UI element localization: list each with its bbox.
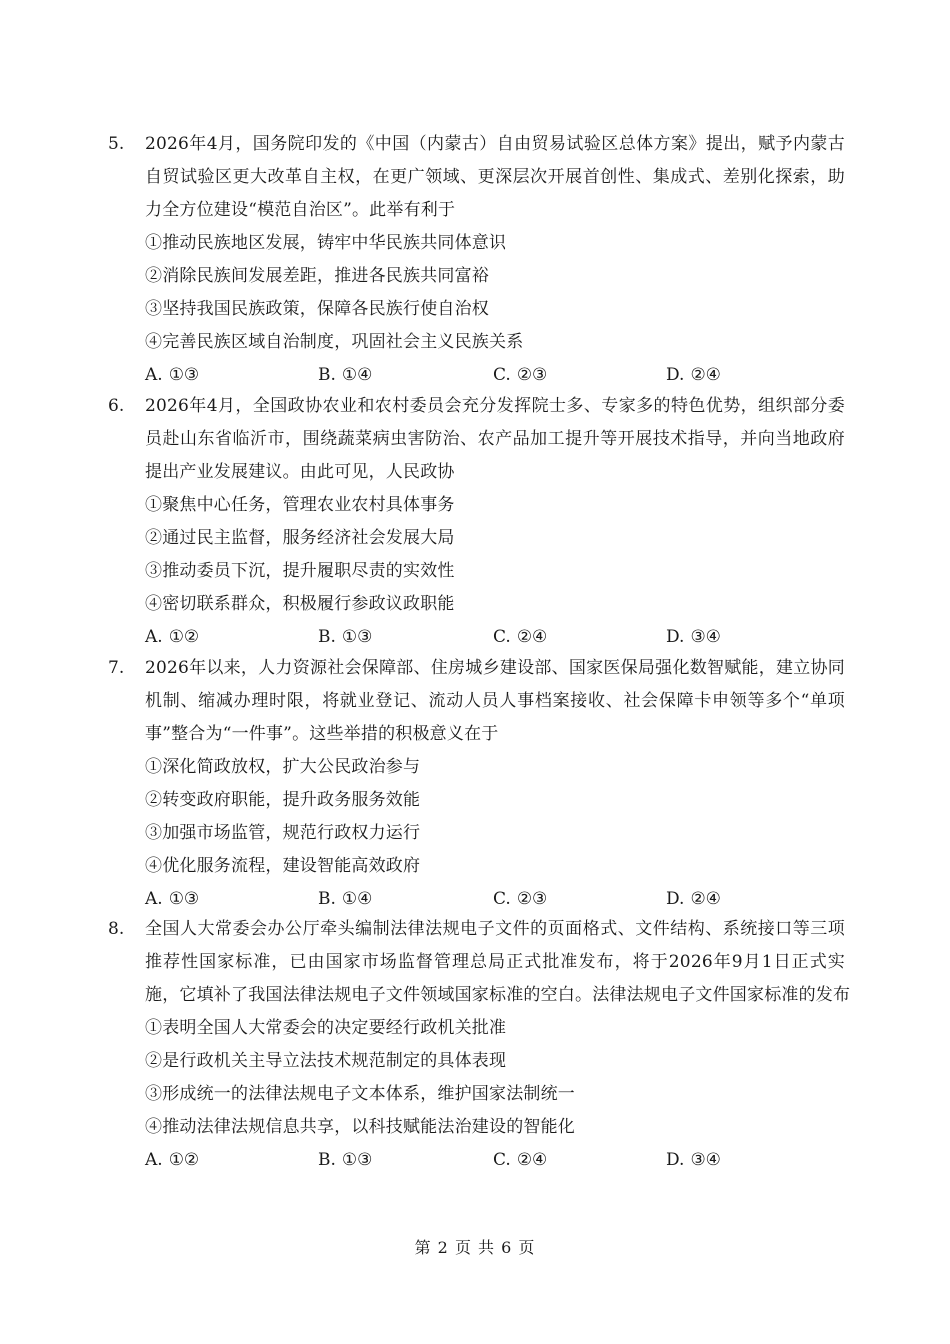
statement-option: ②通过民主监督，服务经济社会发展大局 xyxy=(145,528,455,548)
question-stem-line: 2026年以来，人力资源社会保障部、住房城乡建设部、国家医保局强化数智赋能，建立协同 xyxy=(145,658,845,678)
statement-option: ②转变政府职能，提升政务服务效能 xyxy=(145,790,421,810)
question-stem-line: 推荐性国家标准，已由国家市场监督管理总局正式批准发布，将于2026年9月1日正式实 xyxy=(145,952,845,972)
question-stem-line: 机制、缩减办理时限，将就业登记、流动人员人事档案接收、社会保障卡申领等多个“单项 xyxy=(145,691,845,711)
statement-option: ③推动委员下沉，提升履职尽责的实效性 xyxy=(145,561,455,581)
question-number: 8. xyxy=(108,919,125,939)
choice-a[interactable]: A. ①② xyxy=(145,627,200,647)
choice-b[interactable]: B. ①③ xyxy=(318,627,373,647)
choice-d[interactable]: D. ③④ xyxy=(666,627,721,647)
choice-d[interactable]: D. ②④ xyxy=(666,889,721,909)
answer-choices xyxy=(0,359,950,392)
statement-option: ④推动法律法规信息共享，以科技赋能法治建设的智能化 xyxy=(145,1117,575,1137)
choice-b[interactable]: B. ①③ xyxy=(318,1150,373,1170)
statement-option: ①推动民族地区发展，铸牢中华民族共同体意识 xyxy=(145,233,507,253)
choice-b[interactable]: B. ①④ xyxy=(318,889,373,909)
choice-c[interactable]: C. ②④ xyxy=(493,627,548,647)
question-stem-line: 2026年4月，国务院印发的《中国（内蒙古）自由贸易试验区总体方案》提出，赋予内蒙古 xyxy=(145,134,845,154)
statement-option: ④密切联系群众，积极履行参政议政职能 xyxy=(145,594,455,614)
choice-c[interactable]: C. ②③ xyxy=(493,365,548,385)
statement-option: ①表明全国人大常委会的决定要经行政机关批准 xyxy=(145,1018,507,1038)
question-stem-line: 施，它填补了我国法律法规电子文件领域国家标准的空白。法律法规电子文件国家标准的发布 xyxy=(145,985,851,1005)
statement-option: ③加强市场监管，规范行政权力运行 xyxy=(145,823,421,843)
statement-option: ①聚焦中心任务，管理农业农村具体事务 xyxy=(145,495,455,515)
choice-c[interactable]: C. ②③ xyxy=(493,889,548,909)
statement-option: ②是行政机关主导立法技术规范制定的具体表现 xyxy=(145,1051,507,1071)
question-stem-line: 力全方位建设“模范自治区”。此举有利于 xyxy=(145,200,456,220)
question-stem-line: 提出产业发展建议。由此可见，人民政协 xyxy=(145,462,455,482)
choice-d[interactable]: D. ②④ xyxy=(666,365,721,385)
question-number: 7. xyxy=(108,658,125,678)
statement-option: ④优化服务流程，建设智能高效政府 xyxy=(145,856,421,876)
page-footer: 第 2 页 共 6 页 xyxy=(414,1238,536,1257)
choice-a[interactable]: A. ①③ xyxy=(145,365,200,385)
statement-option: ②消除民族间发展差距，推进各民族共同富裕 xyxy=(145,266,489,286)
statement-option: ④完善民族区域自治制度，巩固社会主义民族关系 xyxy=(145,332,524,352)
statement-option: ③形成统一的法律法规电子文本体系，维护国家法制统一 xyxy=(145,1084,575,1104)
answer-choices xyxy=(0,621,950,654)
question-stem-line: 2026年4月，全国政协农业和农村委员会充分发挥院士多、专家多的特色优势，组织部分委 xyxy=(145,396,845,416)
statement-option: ①深化简政放权，扩大公民政治参与 xyxy=(145,757,421,777)
question-stem-line: 自贸试验区更大改革自主权，在更广领域、更深层次开展首创性、集成式、差别化探索，助 xyxy=(145,167,845,187)
question-stem-line: 员赴山东省临沂市，围绕蔬菜病虫害防治、农产品加工提升等开展技术指导，并向当地政府 xyxy=(145,429,845,449)
question-number: 5. xyxy=(108,134,125,154)
question-stem-line: 全国人大常委会办公厅牵头编制法律法规电子文件的页面格式、文件结构、系统接口等三项 xyxy=(145,919,845,939)
statement-option: ③坚持我国民族政策，保障各民族行使自治权 xyxy=(145,299,489,319)
choice-b[interactable]: B. ①④ xyxy=(318,365,373,385)
choice-a[interactable]: A. ①③ xyxy=(145,889,200,909)
answer-choices xyxy=(0,1144,950,1177)
question-number: 6. xyxy=(108,396,125,416)
choice-c[interactable]: C. ②④ xyxy=(493,1150,548,1170)
question-stem-line: 事”整合为“一件事”。这些举措的积极意义在于 xyxy=(145,724,499,744)
answer-choices xyxy=(0,883,950,916)
choice-a[interactable]: A. ①② xyxy=(145,1150,200,1170)
choice-d[interactable]: D. ③④ xyxy=(666,1150,721,1170)
